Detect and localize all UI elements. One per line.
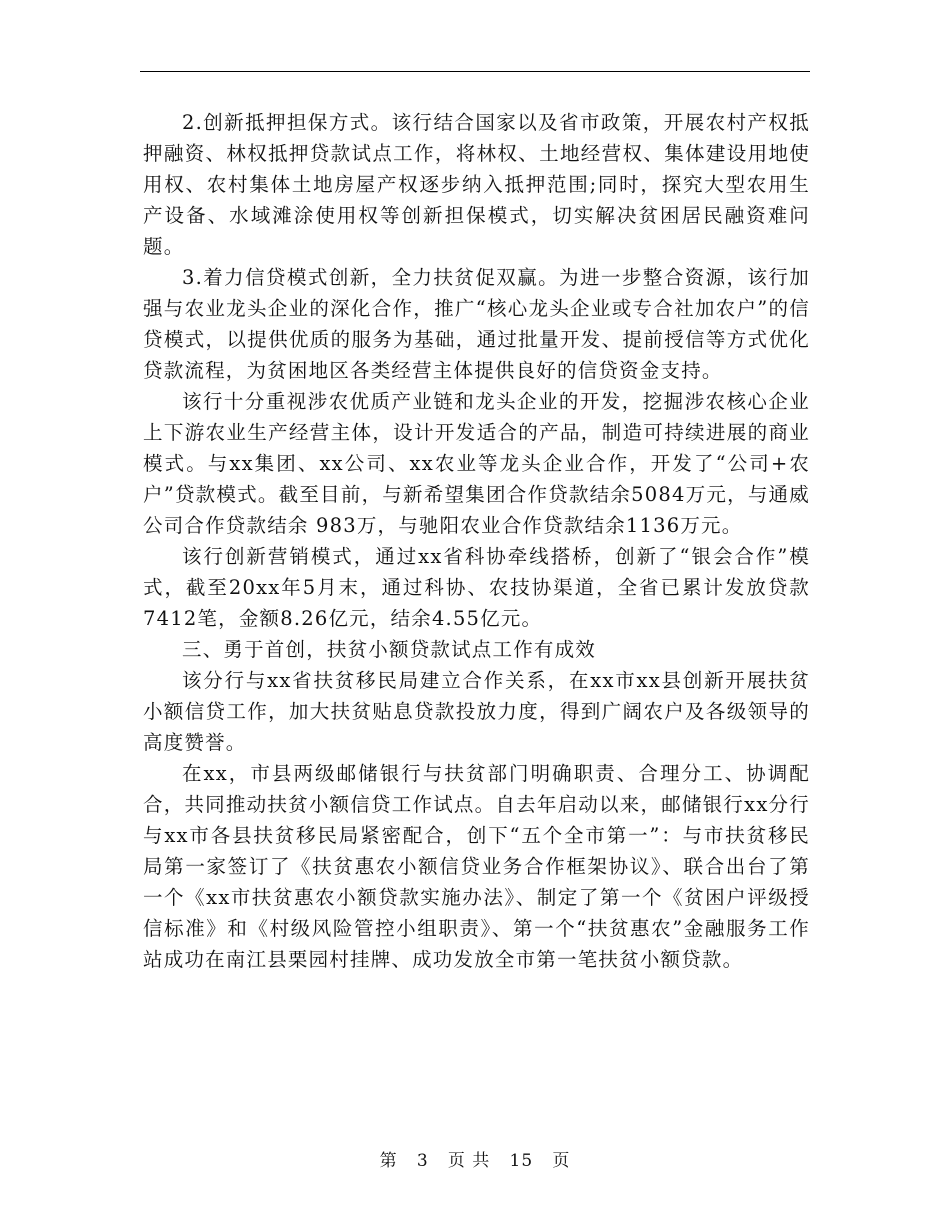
page-number: 3 bbox=[416, 1151, 429, 1171]
page-body bbox=[143, 107, 810, 975]
paragraph: 在xx，市县两级邮储银行与扶贫部门明确职责、合理分工、协调配合，共同推动扶贫小额信贷工作试点。自去年启动以来，邮储银行xx分行与xx市各县扶贫移民局紧密配合，创下“五个全市第一”：与市扶贫移民局第一家签订了《扶贫惠农小额信贷业务合作框架协议》、联合出台了第一个《xx市扶贫惠农小额贷款实施办法》、制定了第一个《贫困户评级授信标准》和《村级风险管控小组职责》、第一个“扶贫惠农”金融服务工作站成功在南江县栗园村挂牌、成功发放全市第一笔扶贫小额贷款。 bbox=[143, 762, 810, 971]
footer-middle: 页 共 bbox=[447, 1151, 491, 1171]
section-heading: 三、勇于首创，扶贫小额贷款试点工作有成效 bbox=[182, 638, 597, 661]
paragraph: 该分行与xx省扶贫移民局建立合作关系，在xx市xx县创新开展扶贫小额信贷工作，加大扶贫贴息贷款投放力度，得到广阔农户及各级领导的高度赞誉。 bbox=[143, 669, 810, 754]
header-rule bbox=[140, 71, 810, 72]
footer-prefix: 第 bbox=[379, 1151, 398, 1171]
paragraph: 该行创新营销模式，通过xx省科协牵线搭桥，创新了“银会合作”模式，截至20xx年5月末，通过科协、农技协渠道，全省已累计发放贷款7412笔，金额8.26亿元，结余4.55亿元。 bbox=[143, 545, 810, 630]
paragraph: 3.着力信贷模式创新，全力扶贫促双赢。为进一步整合资源，该行加强与农业龙头企业的深化合作，推广“核心龙头企业或专合社加农户”的信贷模式，以提供优质的服务为基础，通过批量开发、提前授信等方式优化贷款流程，为贫困地区各类经营主体提供良好的信贷资金支持。 bbox=[143, 266, 810, 382]
page-footer bbox=[0, 1146, 950, 1171]
page-total: 15 bbox=[509, 1151, 534, 1171]
footer-suffix: 页 bbox=[552, 1151, 571, 1171]
paragraph: 2.创新抵押担保方式。该行结合国家以及省市政策，开展农村产权抵押融资、林权抵押贷款试点工作，将林权、土地经营权、集体建设用地使用权、农村集体土地房屋产权逐步纳入抵押范围;同时，探究大型农用生产设备、水域滩涂使用权等创新担保模式，切实解决贫困居民融资难问题。 bbox=[143, 111, 810, 258]
paragraph: 该行十分重视涉农优质产业链和龙头企业的开发，挖掘涉农核心企业上下游农业生产经营主体，设计开发适合的产品，制造可持续进展的商业模式。与xx集团、xx公司、xx农业等龙头企业合作，开发了“公司+农户”贷款模式。截至目前，与新希望集团合作贷款结余5084万元，与通威公司合作贷款结余 983万，与驰阳农业合作贷款结余1136万元。 bbox=[143, 390, 810, 537]
